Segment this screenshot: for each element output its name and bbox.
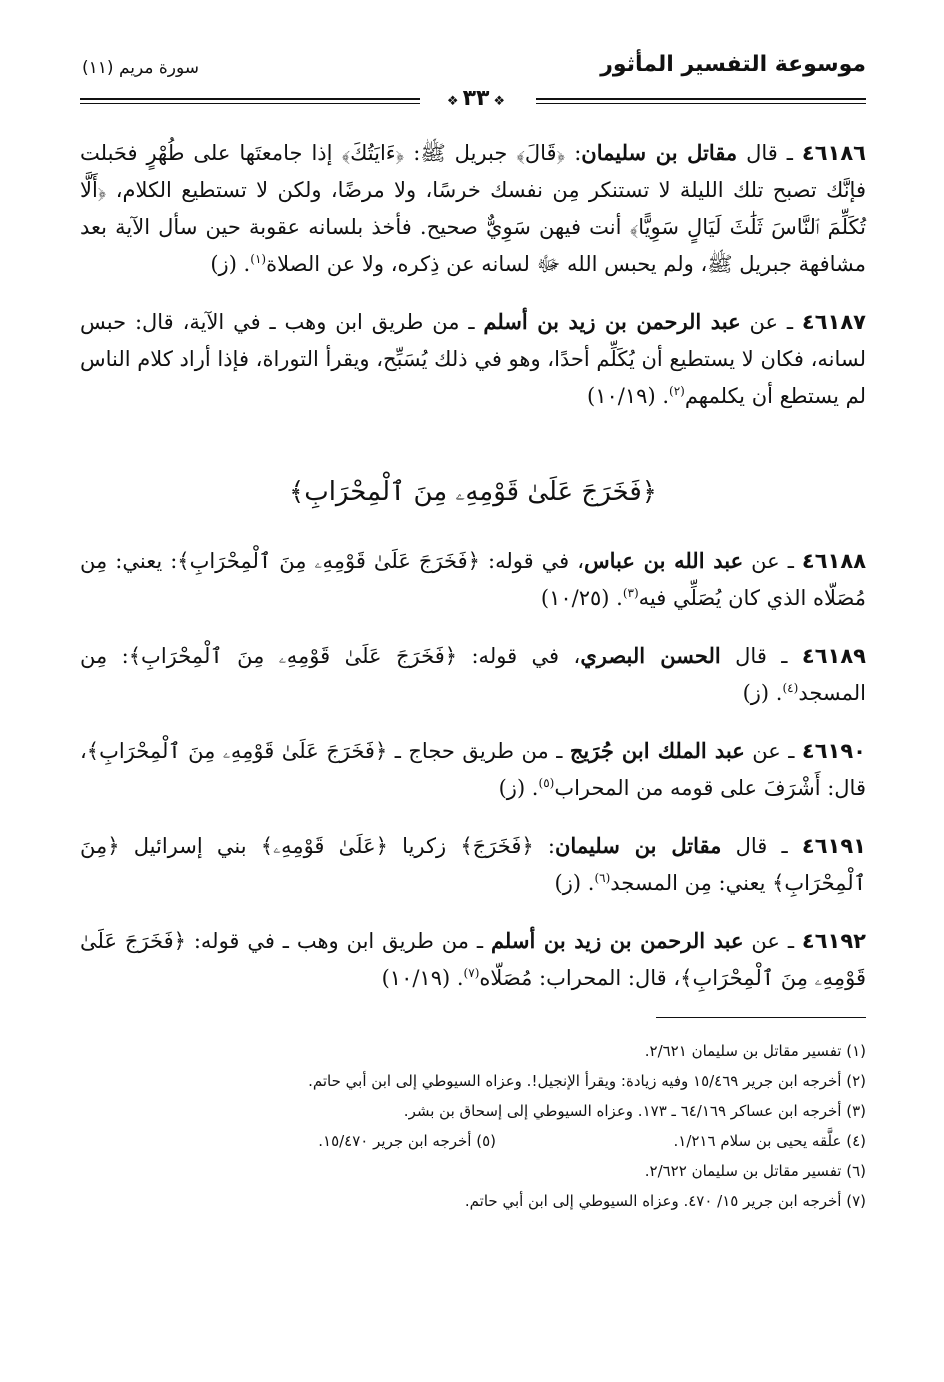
ornament-icon: ❖ [493, 94, 506, 109]
narration-lead: ـ عن [751, 929, 794, 953]
narration-source: . (١٠/١٩) [587, 384, 669, 408]
header-rule-left [80, 98, 420, 100]
narrator-name: عبد الملك ابن جُرَيج [569, 738, 745, 763]
narration-lead: ـ قال [735, 644, 788, 668]
narrator-name: مقاتل بن سليمان [555, 833, 722, 858]
footnote-item: (٥) أخرجه ابن جرير ١٥/٤٧٠. [318, 1132, 496, 1150]
narration-text: ـ من طريق ابن وهب ـ في قوله: ﴿فَخَرَجَ عَلَىٰ قَوْمِهِۦ مِنَ ٱلْمِحْرَابِ﴾، قال: المحراب: مُصَلّاه [80, 929, 866, 990]
narrator-name: الحسن البصري [580, 643, 721, 668]
book-title: موسوعة التفسير المأثور [600, 52, 866, 77]
narrator-name: عبد الله بن عباس [584, 548, 744, 573]
narrator-name: مقاتل بن سليمان [581, 140, 738, 165]
narration-entry [80, 134, 866, 283]
main-text [80, 134, 866, 997]
footnote-ref[interactable]: (٧) [463, 966, 480, 980]
narration-number: ٤٦١٩١ [801, 834, 866, 858]
footnote-item: (١) تفسير مقاتل بن سليمان ٢/٦٢١. [644, 1042, 866, 1060]
narration-entry [80, 637, 866, 712]
narration-lead: ـ قال [746, 141, 793, 165]
narration-number: ٤٦١٨٦ [801, 141, 866, 165]
running-header [80, 48, 866, 118]
footnote-divider [656, 1017, 866, 1018]
footnotes [80, 1036, 866, 1216]
narration-lead: ـ عن [751, 549, 794, 573]
narration-source: . (ز) [742, 681, 783, 705]
footnote-ref[interactable]: (٣) [622, 586, 639, 600]
narration-lead: ـ قال [735, 834, 788, 858]
narration-text: : ﴿فَخَرَجَ﴾ زكريا ﴿عَلَىٰ قَوْمِهِۦ﴾ بني إسرائيل ﴿مِنَ ٱلْمِحْرَابِ﴾ يعني: مِن المسجد [80, 834, 866, 895]
ornament-icon: ❖ [446, 94, 459, 109]
footnote-ref[interactable]: (٥) [538, 776, 555, 790]
footnote-item: (٣) أخرجه ابن عساكر ٦٤/١٦٩ ـ ١٧٣. وعزاه السيوطي إلى إسحاق بن بشر. [403, 1102, 866, 1120]
footnote-item: (٤) علَّقه يحيى بن سلام ١/٢١٦. [673, 1132, 866, 1150]
narration-source: . (١٠/٢٥) [540, 586, 623, 610]
narration-text: ، في قوله: ﴿فَخَرَجَ عَلَىٰ قَوْمِهِۦ مِنَ ٱلْمِحْرَابِ﴾: مِن المسجد [80, 644, 866, 705]
narration-text: ـ من طريق ابن وهب ـ في الآية، قال: حبس لسانه، فكان لا يستطيع أن يُكَلِّم أحدًا، وهو في ذلك يُسَبِّح، ويقرأ التوراة، فإذا أراد كلام الناس لم يستطع أن يكلمهم [80, 310, 866, 408]
footnote-ref[interactable]: (٦) [594, 871, 611, 885]
narration-number: ٤٦١٨٧ [801, 310, 866, 334]
footnote-row [80, 1126, 866, 1156]
footnote-ref[interactable]: (٢) [669, 384, 685, 398]
narration-entry [80, 732, 866, 807]
verse-heading: ﴿فَخَرَجَ عَلَىٰ قَوْمِهِۦ مِنَ ٱلْمِحْرَابِ﴾ [288, 477, 657, 507]
page-number-block [426, 86, 526, 111]
narration-source: . (ز) [210, 252, 251, 276]
narration-number: ٤٦١٨٩ [801, 644, 866, 668]
narration-source: . (ز) [498, 776, 539, 800]
narration-entry [80, 922, 866, 997]
narrator-name: عبد الرحمن بن زيد بن أسلم [483, 309, 741, 334]
narration-lead: ـ عن [749, 310, 794, 334]
narration-source: . (١٠/١٩) [381, 966, 464, 990]
narration-source: . (ز) [554, 871, 595, 895]
footnote-ref[interactable]: (١) [250, 252, 267, 266]
book-page [80, 48, 866, 1216]
narration-entry [80, 542, 866, 617]
narration-entry [80, 303, 866, 415]
narration-number: ٤٦١٨٨ [801, 549, 867, 573]
surah-label: سورة مريم (١١) [82, 58, 200, 78]
footnote-item: (٧) أخرجه ابن جرير ١٥/ ٤٧٠. وعزاه السيوطي إلى ابن أبي حاتم. [464, 1192, 866, 1210]
page-number: ٣٣ [462, 86, 490, 111]
header-rule-right [536, 98, 866, 100]
narrator-name: عبد الرحمن بن زيد بن أسلم [490, 928, 744, 953]
narration-lead: ـ عن [752, 739, 795, 763]
narration-entry [80, 827, 866, 902]
footnote-item: (٦) تفسير مقاتل بن سليمان ٢/٦٢٢. [644, 1162, 866, 1180]
footnote-item: (٢) أخرجه ابن جرير ١٥/٤٦٩ وفيه زيادة: ويقرأ الإنجيل!. وعزاه السيوطي إلى ابن أبي حاتم. [308, 1072, 866, 1090]
narration-number: ٤٦١٩٢ [801, 929, 866, 953]
narration-number: ٤٦١٩٠ [801, 739, 866, 763]
narration-text: : ﴿قَالَ﴾ جبريل ﷺ: ﴿ءَايَتُكَ﴾ إذا جامعتَها على طُهْرٍ فحَبلت فإنَّك تصبح تلك الليلة لا تستنكر مِن نفسك خرسًا، ولا مرضًا، ولكن لا تستطيع الكلام، ﴿أَلَّا تُكَلِّمَ ٱلنَّاسَ ثَلَٰثَ لَيَالٍ سَوِيًّا﴾ أنت فيهن سَوِيٌّ صحيح. فأخذ بلسانه عقوبة حين سأل الآية بعد مشافهة جبريل ﷺ، ولم يحبس الله ﷻ لسانه عن ذِكره، ولا عن الصلاة [80, 141, 866, 276]
narration-text: ، في قوله: ﴿فَخَرَجَ عَلَىٰ قَوْمِهِۦ مِنَ ٱلْمِحْرَابِ﴾: يعني: مِن مُصَلّاه الذي كان يُصَلِّي فيه [80, 549, 866, 610]
footnote-ref[interactable]: (٤) [782, 681, 799, 695]
narration-text: ـ من طريق حجاج ـ ﴿فَخَرَجَ عَلَىٰ قَوْمِهِۦ مِنَ ٱلْمِحْرَابِ﴾، قال: أَشْرَفَ على قومه من المحراب [80, 739, 866, 800]
